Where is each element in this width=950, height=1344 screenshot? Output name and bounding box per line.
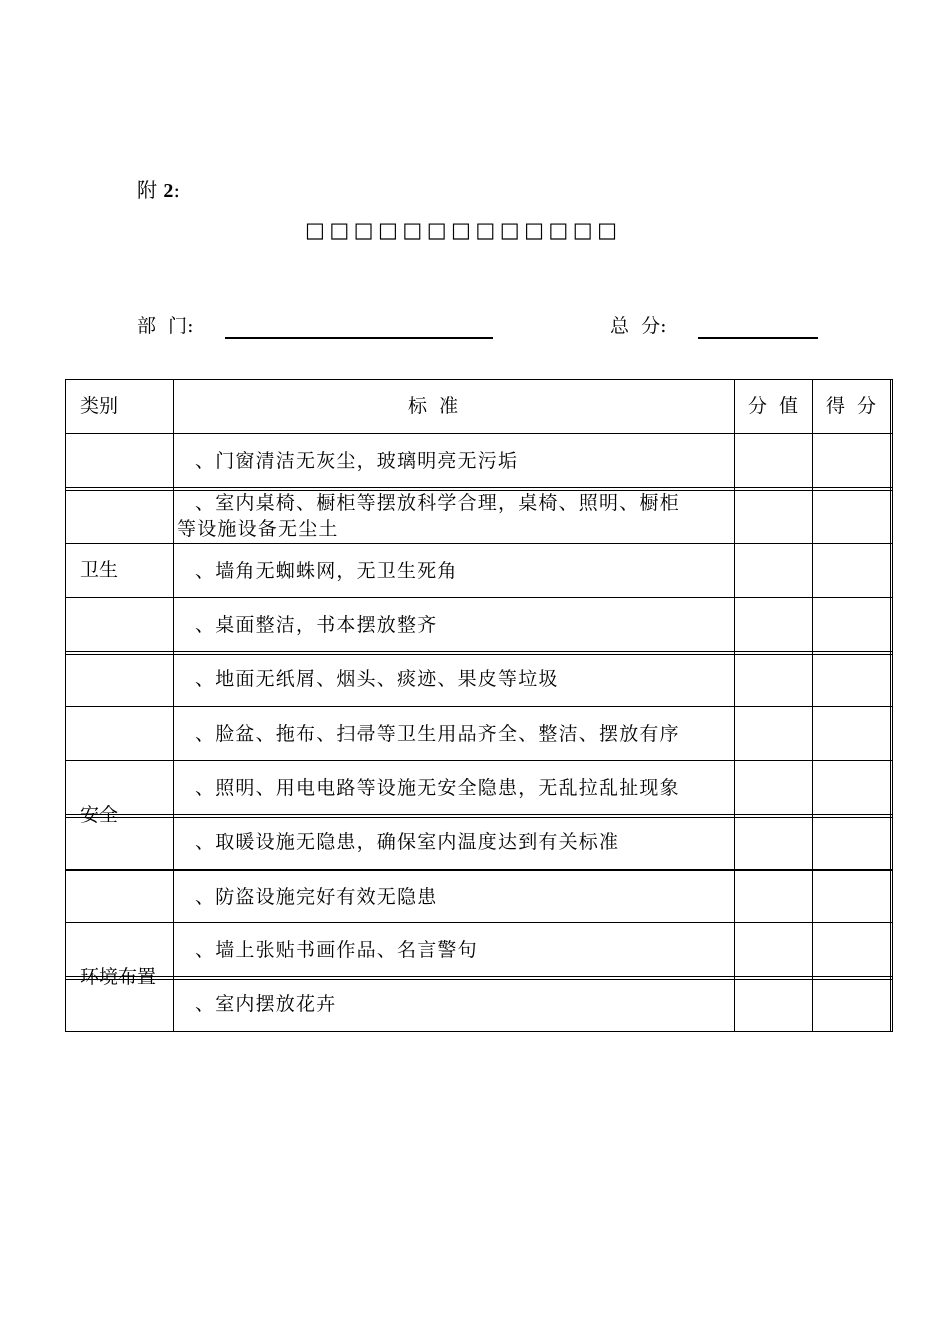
- criteria-row-continuation: 等设施设备无尘土: [177, 518, 339, 540]
- criteria-row: 、取暖设施无隐患，确保室内温度达到有关标准: [195, 831, 620, 853]
- table-row-line: [65, 651, 893, 652]
- criteria-row: 、墙角无蜘蛛网，无卫生死角: [195, 560, 458, 582]
- criteria-row: 、照明、用电电路等设施无安全隐患，无乱拉乱扯现象: [195, 777, 680, 799]
- header-value: 分 值: [748, 395, 802, 417]
- criteria-row: 、室内桌椅、橱柜等摆放科学合理，桌椅、照明、橱柜: [195, 492, 680, 514]
- category-hygiene: 卫生: [80, 559, 119, 581]
- table-row-line: [65, 869, 893, 871]
- form-title: □□□□□□□□□□□□□: [305, 218, 622, 242]
- criteria-row: 、墙上张贴书画作品、名言警句: [195, 939, 478, 961]
- header-score: 得 分: [826, 395, 880, 417]
- header-category: 类别: [80, 395, 119, 417]
- table-row-line: [65, 706, 893, 707]
- table-row-line: [65, 814, 893, 815]
- criteria-row: 、防盗设施完好有效无隐患: [195, 886, 438, 908]
- total-score-label: 总 分:: [610, 315, 667, 337]
- table-row-line: [65, 979, 893, 980]
- table-row-line: [65, 597, 893, 598]
- category-safety: 安全: [80, 804, 119, 826]
- criteria-row: 、门窗清洁无灰尘，玻璃明亮无污垢: [195, 450, 519, 472]
- table-row-line: [65, 976, 893, 977]
- table-row-line: [65, 922, 893, 923]
- header-criteria: 标 准: [408, 395, 459, 417]
- criteria-row: 、室内摆放花卉: [195, 993, 337, 1015]
- table-row-line: [65, 760, 893, 761]
- department-field-line[interactable]: [225, 337, 493, 339]
- table-row-line: [65, 543, 893, 544]
- table-border-bottom: [65, 1031, 893, 1032]
- criteria-row: 、脸盆、拖布、扫帚等卫生用品齐全、整洁、摆放有序: [195, 723, 680, 745]
- attachment-label: 附 2:: [137, 178, 181, 202]
- table-row-line: [65, 433, 893, 434]
- department-label: 部 门:: [137, 315, 194, 337]
- table-border-top: [65, 379, 893, 380]
- category-environment: 环境布置: [80, 966, 157, 988]
- criteria-row: 、地面无纸屑、烟头、痰迹、果皮等垃圾: [195, 668, 559, 690]
- total-score-field-line[interactable]: [698, 337, 818, 339]
- table-row-line: [65, 817, 893, 818]
- table-row-line: [65, 654, 893, 655]
- criteria-row: 、桌面整洁，书本摆放整齐: [195, 614, 438, 636]
